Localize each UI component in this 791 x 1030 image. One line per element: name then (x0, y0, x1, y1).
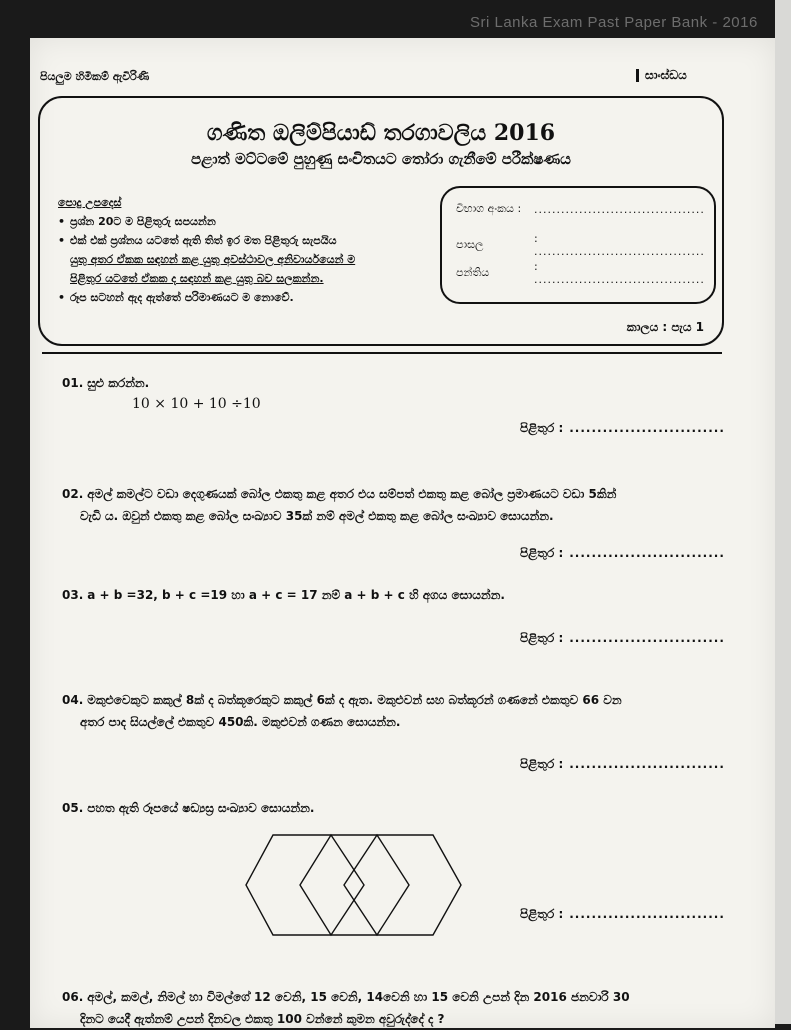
index-number-field[interactable]: ...................................... (534, 202, 705, 216)
question-5 (62, 797, 314, 819)
answer-dots: ............................ (569, 421, 725, 435)
question-text: මකුළුවෙකුට කකුල් 8ක් ද බත්කූරෙකුට කකුල් 6ක් ද ඇත. මකුළුවන් සහ බත්කූරන් ගණනේ එකතුව 66 වන (87, 693, 622, 707)
question-number: 05. (62, 801, 84, 815)
answer-line-4[interactable] (520, 757, 725, 772)
question-text-cont: අතර පාද සියල්ලේ එකතුව 450කි. මකුළුවන් ගණන සොයන්න. (80, 715, 401, 729)
copyright-notice: පියලුම හිමිකම් ඇවිරිණි (40, 70, 150, 83)
watermark-text: Sri Lanka Exam Past Paper Bank - 2016 (470, 14, 758, 31)
question-number: 04. (62, 693, 84, 707)
question-6 (62, 986, 742, 1030)
time-allowed: කාලය : පැය 1 (626, 320, 704, 334)
exam-subtitle: පළාත් මට්ටමේ පුහුණු සංචිතයට තෝරා ගැනීමේ පරීක්ෂණය (191, 150, 571, 168)
instruction-item-cont: පිළිතුර යටතේ ඒකක ද සඳහන් කළ යුතු බව සලකන්න. (70, 272, 324, 285)
question-text: අමල් කමල්ට වඩා දෙගුණයක් බෝල එකතු කළ අතර එය සම්පත් එකතු කළ බෝල ප්‍රමාණයට වඩා 5කින් (87, 487, 617, 501)
instruction-item: • ප්‍රශ්න 20ට ම පිළිතුරු සපයන්න (58, 212, 448, 231)
school-field[interactable]: : ...................................... (533, 232, 705, 258)
right-rhombus (344, 835, 409, 935)
question-1-expression: 10 × 10 + 10 ÷10 (132, 396, 261, 412)
question-number: 06. (62, 990, 84, 1004)
question-text: පහත ඇති රූපයේ ෂඩ්‍යස්‍ර සංඛ්‍යාව සොයන්න. (87, 801, 315, 815)
answer-line-3[interactable] (520, 631, 725, 646)
question-line (62, 483, 722, 505)
question-4 (62, 689, 732, 733)
answer-label: පිළිතුර : (520, 421, 564, 435)
answer-label: පිළිතුර : (520, 631, 564, 645)
class-row (456, 260, 714, 286)
instructions-heading: පොදු උපදෙස් (58, 196, 122, 209)
instruction-item-cont: යුතු අතර ඒකක සඳහන් කළ යුතු අවස්ථාවල අනිවාර්යයෙන් ම (70, 253, 356, 266)
outer-hexagon (246, 835, 461, 935)
header-right-text: සාංඝ්ඩය (645, 68, 687, 82)
answer-dots: ............................ (569, 757, 725, 771)
school-row (456, 232, 714, 258)
scan-edge (775, 0, 791, 1024)
question-text-cont: දිනට යෙදී ඇත්නම් උපන් දිනවල එකතු 100 වන්නේ කුමන අවුරුද්දේ ද ? (80, 1012, 445, 1026)
index-number-row (456, 202, 705, 216)
answer-label: පිළිතුර : (520, 757, 564, 771)
school-label: පාසල (456, 238, 484, 251)
header-bar (636, 69, 639, 82)
answer-line-2[interactable] (520, 546, 725, 561)
question-text: a + b =32, b + c =19 හා a + c = 17 නම් a + b + c හි අගය සොයන්න. (87, 588, 505, 602)
general-instructions (58, 193, 448, 307)
exam-title: ගණිත ඔලිම්පියාඩ් තරගාවලිය 2016 (206, 120, 556, 146)
class-label: පන්තිය (456, 266, 490, 279)
question-text: සුළු කරන්න. (87, 376, 150, 390)
index-number-label: විභාග අංකය : (456, 202, 522, 215)
class-field[interactable]: : ...................................... (533, 260, 705, 286)
question-text: අමල්, කමල්, නිමල් හා විමල්ගේ 12 වෙනි, 15 වෙනි, 14වෙනි හා 15 වෙනි උපන් දින 2016 ජනවාරි 30 (87, 990, 630, 1004)
question-line (62, 986, 742, 1008)
question-number: 02. (62, 487, 84, 501)
question-line (62, 689, 732, 711)
question-1 (62, 372, 149, 394)
candidate-info-box (440, 186, 716, 304)
instruction-item: • රූප සටහන් ඇද ඇත්තේ පරිමාණයට ම නොවේ. (58, 288, 448, 307)
question-text-cont: වැඩි ය. ඔවුන් එකතු කළ බෝල සංඛ්‍යාව 35ක් නම් අමල් එකතු කළ බෝල සංඛ්‍යාව සොයන්න. (80, 509, 554, 523)
title-box (38, 96, 724, 346)
header-right-label (636, 68, 687, 83)
header-divider (42, 352, 722, 354)
question-number: 03. (62, 588, 84, 602)
hexagon-figure (240, 830, 470, 940)
instruction-item: • එක් එක් ප්‍රශ්නය යටතේ ඇති තිත් ඉර මත පිළිතුරු සැපයිය (58, 231, 448, 250)
answer-label: පිළිතුර : (520, 907, 564, 921)
question-3 (62, 584, 505, 606)
answer-line-1[interactable] (520, 421, 725, 436)
answer-dots: ............................ (569, 546, 725, 560)
answer-dots: ............................ (569, 907, 725, 921)
answer-line-5[interactable] (520, 907, 725, 922)
answer-dots: ............................ (569, 631, 725, 645)
question-2 (62, 483, 722, 527)
left-rhombus (300, 835, 364, 935)
question-number: 01. (62, 376, 84, 390)
answer-label: පිළිතුර : (520, 546, 564, 560)
